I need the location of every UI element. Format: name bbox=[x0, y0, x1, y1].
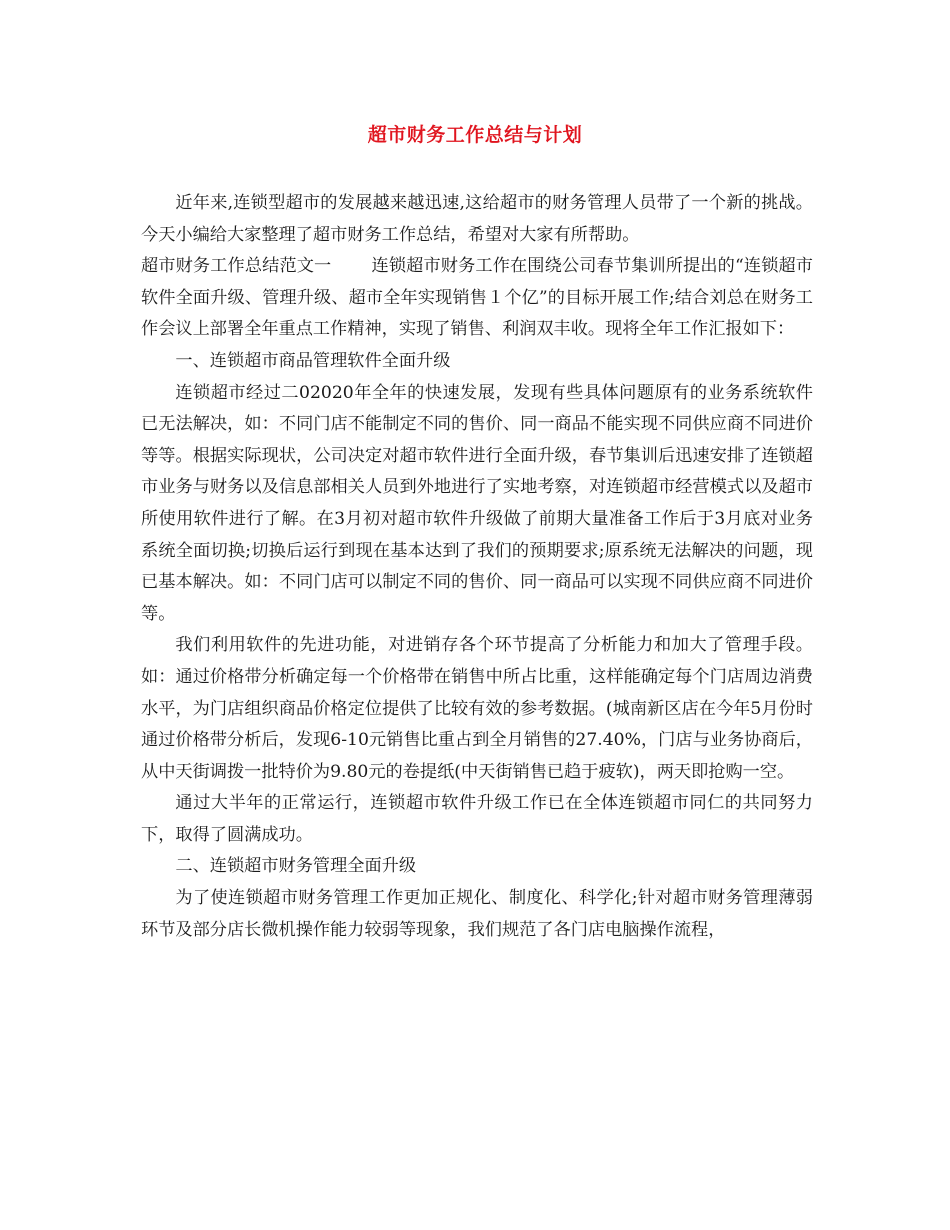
section-heading-2: 二、连锁超市财务管理全面升级 bbox=[175, 856, 417, 877]
paragraph-finance-upgrade: 为了使连锁超市财务管理工作更加正规化、制度化、科学化;针对超市财务管理薄弱环节及部分店长微机操作能力较弱等现象，我们规范了各门店电脑操作流程， bbox=[141, 888, 813, 940]
paragraph-intro: 近年来,连锁型超市的发展越来越迅速,这给超市的财务管理人员带了一个新的挑战。今天小编给大家整理了超市财务工作总结，希望对大家有所帮助。 bbox=[141, 193, 813, 245]
paragraph-software-upgrade: 连锁超市经过二02020年全年的快速发展，发现有些具体问题原有的业务系统软件已无法解决，如：不同门店不能制定不同的售价、同一商品不能实现不同供应商不同进价等等。根据实际现状，公司决定对超市软件进行全面升级，春节集训后迅速安排了连锁超市业务与财务以及信息部相关人员到外地进行了实地考察，对连锁超市经营模式以及超市所使用软件进行了解。在3月初对超市软件升级做了前期大量准备工作后于3月底对业务系统全面切换;切换后运行到现在基本达到了我们的预期要求;原系统无法解决的问题，现已基本解决。如：不同门店可以制定不同的售价、同一商品可以实现不同供应商不同进价等。 bbox=[141, 382, 813, 624]
section-heading-1: 一、连锁超市商品管理软件全面升级 bbox=[175, 350, 451, 371]
document-body bbox=[141, 188, 813, 946]
document-title: 超市财务工作总结与计划 bbox=[367, 124, 583, 146]
paragraph-sample-one: 超市财务工作总结范文一 连锁超市财务工作在围绕公司春节集训所提出的“连锁超市软件全面升级、管理升级、超市全年实现销售１个亿”的目标开展工作;结合刘总在财务工作会议上部署全年重点工作精神，实现了销售、利润双丰收。现将全年工作汇报如下： bbox=[141, 256, 813, 340]
paragraph-upgrade-success: 通过大半年的正常运行，连锁超市软件升级工作已在全体连锁超市同仁的共同努力下，取得了圆满成功。 bbox=[141, 793, 813, 845]
paragraph-price-band-analysis: 我们利用软件的先进功能，对进销存各个环节提高了分析能力和加大了管理手段。如：通过价格带分析确定每一个价格带在销售中所占比重，这样能确定每个门店周边消费水平，为门店组织商品价格定位提供了比较有效的参考数据。(城南新区店在今年5月份时通过价格带分析后，发现6-10元销售比重占到全月销售的27.40%，门店与业务协商后，从中天街调拨一批特价为9.80元的卷提纸(中天街销售已趋于疲软)，两天即抢购一空。 bbox=[141, 635, 813, 782]
